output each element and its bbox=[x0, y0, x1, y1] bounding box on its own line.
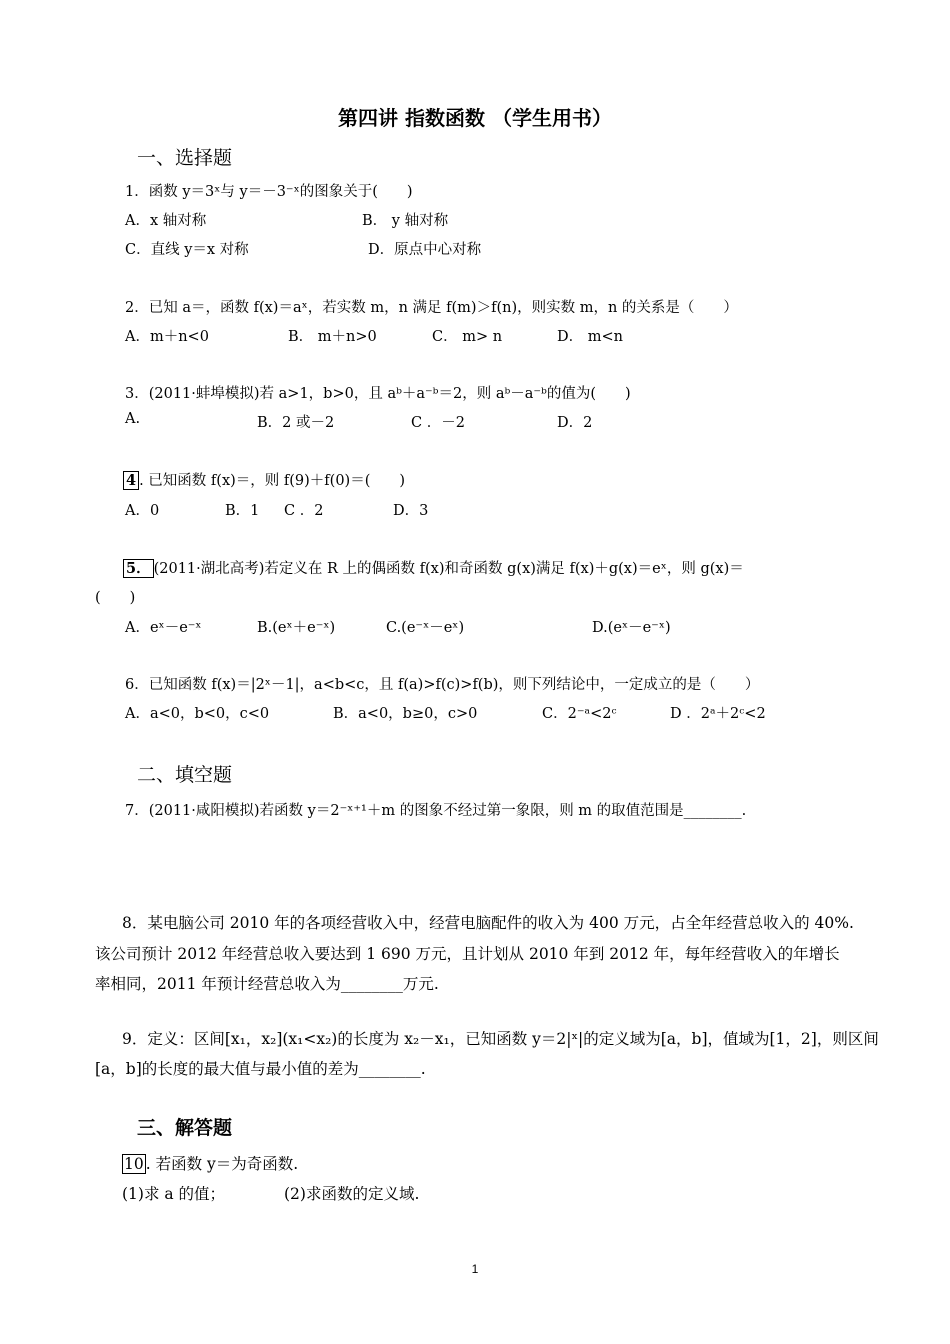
question-5-stem bbox=[123, 557, 744, 578]
question-2-option-a: A．m＋n<0 bbox=[125, 329, 209, 345]
question-4-option-d: D．3 bbox=[393, 503, 429, 519]
question-8-line-1: 8．某电脑公司 2010 年的各项经营收入中，经营电脑配件的收入为 400 万元，占全年经营总收入的 40%. bbox=[122, 914, 854, 932]
question-8-line-2: 该公司预计 2012 年经营总收入要达到 1 690 万元，且计划从 2010 年到 2012 年，每年经营收入的年增长 bbox=[95, 945, 840, 963]
question-4-number: 4 bbox=[123, 471, 139, 490]
question-9-line-1: 9．定义：区间[x₁，x₂](x₁<x₂)的长度为 x₂－x₁，已知函数 y＝2|ˣ|的定义域为[a，b]，值域为[1，2]，则区间 bbox=[122, 1030, 879, 1048]
question-5-option-d: D.(eˣ－e⁻ˣ) bbox=[592, 620, 671, 636]
question-10-part-2: (2)求函数的定义域. bbox=[284, 1185, 420, 1203]
question-1-option-b: B． y 轴对称 bbox=[362, 213, 449, 229]
question-1-option-c: C．直线 y＝x 对称 bbox=[125, 242, 249, 258]
question-3-option-c: C ．－2 bbox=[411, 415, 465, 431]
question-4-option-c: C ．2 bbox=[284, 503, 324, 519]
question-1-option-d: D．原点中心对称 bbox=[368, 242, 482, 258]
question-4-stem bbox=[123, 469, 405, 490]
section-heading-answer: 三、解答题 bbox=[137, 1117, 233, 1139]
question-4-text: . 已知函数 f(x)＝，则 f(9)＋f(0)＝( ) bbox=[139, 473, 406, 489]
question-10-part-1: (1)求 a 的值； bbox=[122, 1185, 226, 1203]
question-7-stem: 7．(2011·咸阳模拟)若函数 y＝2⁻ˣ⁺¹＋m 的图象不经过第一象限，则 m 的取值范围是________. bbox=[125, 803, 747, 819]
question-6-stem: 6．已知函数 f(x)＝|2ˣ－1|，a<b<c，且 f(a)>f(c)>f(b)，则下列结论中，一定成立的是（ ） bbox=[125, 677, 760, 693]
question-6-option-c: C．2⁻ᵃ<2ᶜ bbox=[542, 706, 617, 722]
question-5-stem-cont: ( ) bbox=[95, 590, 136, 606]
question-5-option-c: C.(e⁻ˣ－eˣ) bbox=[386, 620, 465, 636]
question-10-stem bbox=[122, 1152, 298, 1174]
question-4-option-b: B．1 bbox=[225, 503, 260, 519]
question-5-text: (2011·湖北高考)若定义在 R 上的偶函数 f(x)和奇函数 g(x)满足 f(x)＋g(x)＝eˣ，则 g(x)＝ bbox=[153, 561, 744, 577]
question-10-number: 10 bbox=[124, 1155, 144, 1173]
question-3-option-d: D．2 bbox=[557, 415, 593, 431]
page-title: 第四讲 指数函数 （学生用书） bbox=[338, 106, 612, 130]
section-heading-choice: 一、选择题 bbox=[137, 147, 233, 169]
question-5-option-b: B.(eˣ＋e⁻ˣ) bbox=[257, 620, 336, 636]
question-2-option-c: C． m> n bbox=[432, 329, 503, 345]
question-1-option-a: A．x 轴对称 bbox=[125, 213, 207, 229]
question-6-option-b: B．a<0，b≥0，c>0 bbox=[333, 706, 478, 722]
question-3-option-a: A. bbox=[125, 411, 141, 427]
question-3-option-b: B．2 或－2 bbox=[257, 415, 335, 431]
question-8-line-3: 率相同，2011 年预计经营总收入为________万元. bbox=[95, 975, 439, 993]
question-3-stem: 3．(2011·蚌埠模拟)若 a>1，b>0，且 aᵇ＋a⁻ᵇ＝2，则 aᵇ－a⁻ᵇ的值为( ) bbox=[125, 386, 631, 402]
section-heading-fill: 二、填空题 bbox=[137, 764, 233, 786]
question-2-option-b: B． m＋n>0 bbox=[288, 329, 377, 345]
question-5-option-a: A．eˣ－e⁻ˣ bbox=[125, 620, 202, 636]
question-9-line-2: [a，b]的长度的最大值与最小值的差为________. bbox=[95, 1060, 426, 1078]
question-2-option-d: D． m<n bbox=[557, 329, 623, 345]
page-number: 1 bbox=[471, 1262, 479, 1276]
question-2-stem: 2．已知 a＝，函数 f(x)＝aˣ，若实数 m，n 满足 f(m)＞f(n)，则实数 m，n 的关系是（ ） bbox=[125, 300, 738, 316]
question-6-option-a: A．a<0，b<0，c<0 bbox=[125, 706, 270, 722]
question-4-option-a: A．0 bbox=[125, 503, 160, 519]
question-5-number: 5． bbox=[123, 559, 154, 578]
question-10-text: . 若函数 y＝为奇函数. bbox=[145, 1155, 299, 1173]
question-1-stem: 1．函数 y＝3ˣ与 y＝－3⁻ˣ的图象关于( ) bbox=[125, 184, 413, 200]
question-6-option-d: D ．2ᵃ＋2ᶜ<2 bbox=[670, 706, 766, 722]
